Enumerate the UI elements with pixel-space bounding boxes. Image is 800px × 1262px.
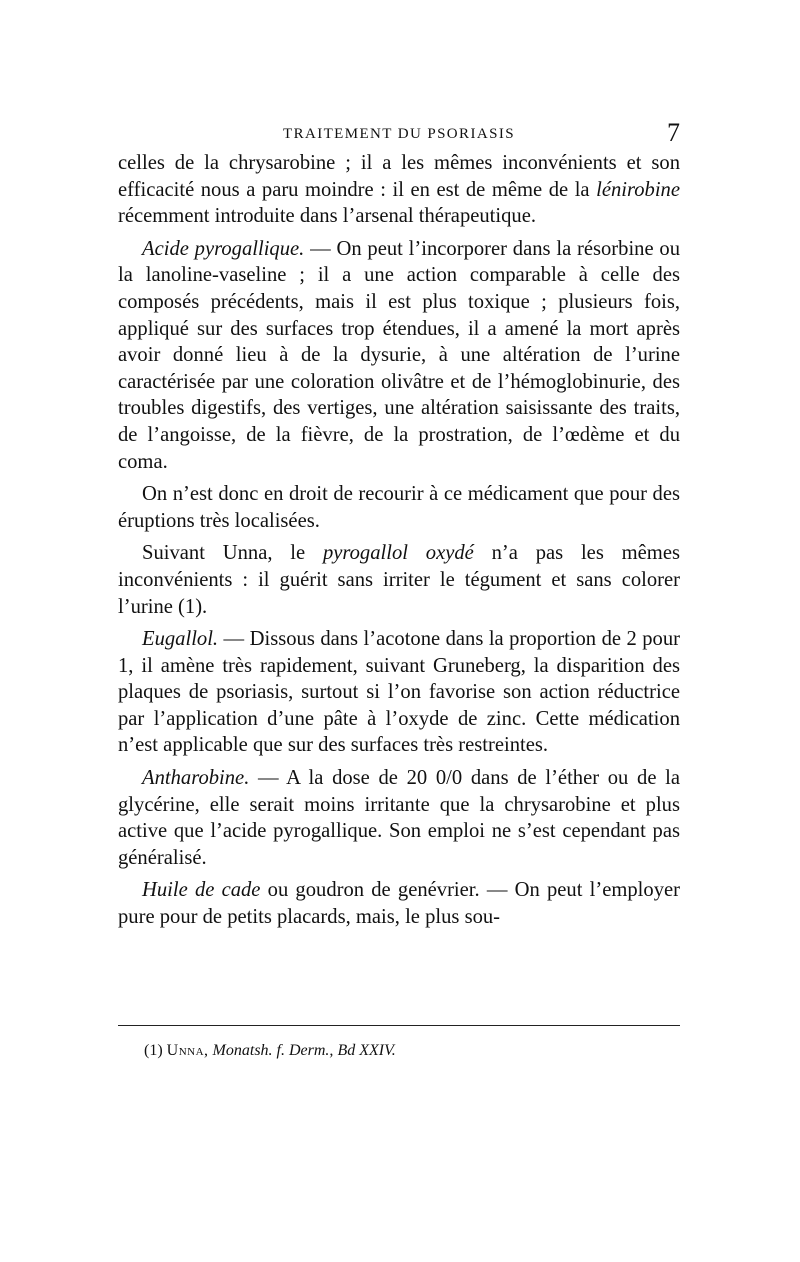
paragraph-2-text: — On peut l’incorporer dans la résorbine ou la lanoline-vaseline ; il a une action comparable à celle des composés précédents, mais il est plus toxique ; plusieurs fois, appliqué sur des surfaces trop étendues, il a amené la mort après avoir donné lieu à de la dysurie, à une altération de l’urine caractérisée par une coloration olivâtre et de l’hémoglobinurie, des troubles digestifs, des vertiges, une altération saisissante des traits, de l’angoisse, de la fièvre, de la prostration, de l’œdème et du coma. — [118, 237, 680, 473]
paragraph-6-text: — A la dose de 20 0/0 dans de l’éther ou de la glycérine, elle serait moins irritante que la chrysarobine et plus active que l’acide pyrogallique. Son emploi ne s’est cependant pas généralisé. — [118, 767, 680, 869]
footnote-volume: Bd XXIV. — [337, 1042, 396, 1059]
paragraph-7-text: ou goudron de genévrier. — On peut l’employer pure pour de petits placards, mais, le plus sou- — [118, 879, 680, 929]
running-title: TRAITEMENT DU PSORIASIS — [283, 126, 515, 142]
paragraph-2 — [118, 236, 680, 475]
paragraph-6-heading: Antharobine. — [142, 767, 250, 790]
paragraph-5-heading: Eugallol. — [142, 628, 219, 651]
paragraph-4-italic: pyrogallol oxydé — [322, 542, 474, 565]
footnote-author: Unna, — [166, 1042, 209, 1059]
paragraph-3-text: On n’est donc en droit de recourir à ce médicament que pour des éruptions très localisées. — [118, 483, 680, 532]
footnote-marker: (1) — [144, 1042, 163, 1059]
paragraph-1-italic: lénirobine — [596, 178, 680, 201]
running-head — [118, 118, 680, 148]
body-text — [118, 150, 680, 937]
paragraph-3 — [118, 481, 680, 534]
paragraph-5-text: — Dissous dans l’acotone dans la proportion de 2 pour 1, il amène très rapidement, suivant Gruneberg, la disparition des plaques de psoriasis, surtout si l’on favorise son action réductrice par l’application d’une pâte à l’oxyde de zinc. Cette médication n’est applicable que sur des surfaces très restreintes. — [118, 628, 680, 757]
paragraph-5 — [118, 626, 680, 759]
paragraph-2-heading: Acide pyrogallique. — [142, 237, 305, 260]
paragraph-1 — [118, 150, 680, 230]
paragraph-7-heading: Huile de cade — [142, 879, 261, 902]
paragraph-4-text: Suivant Unna, le — [142, 542, 323, 565]
paragraph-1-rest: récemment introduite dans l’arsenal thérapeutique. — [118, 205, 536, 228]
paragraph-1-text: celles de la chrysarobine ; il a les mêmes inconvénients et son efficacité nous a paru moindre : il en est de même de la — [118, 152, 680, 201]
footnote-rule — [118, 1025, 680, 1026]
footnote-journal: Monatsh. f. Derm., — [212, 1042, 334, 1059]
paragraph-4-rest: n’a pas les mêmes inconvénients : il guérit sans irriter le tégument et sans colorer l’urine (1). — [118, 542, 680, 618]
paragraph-4 — [118, 540, 680, 620]
page-number: 7 — [667, 118, 680, 147]
paragraph-7 — [118, 877, 680, 930]
footnote — [144, 1040, 664, 1062]
paragraph-6 — [118, 765, 680, 871]
